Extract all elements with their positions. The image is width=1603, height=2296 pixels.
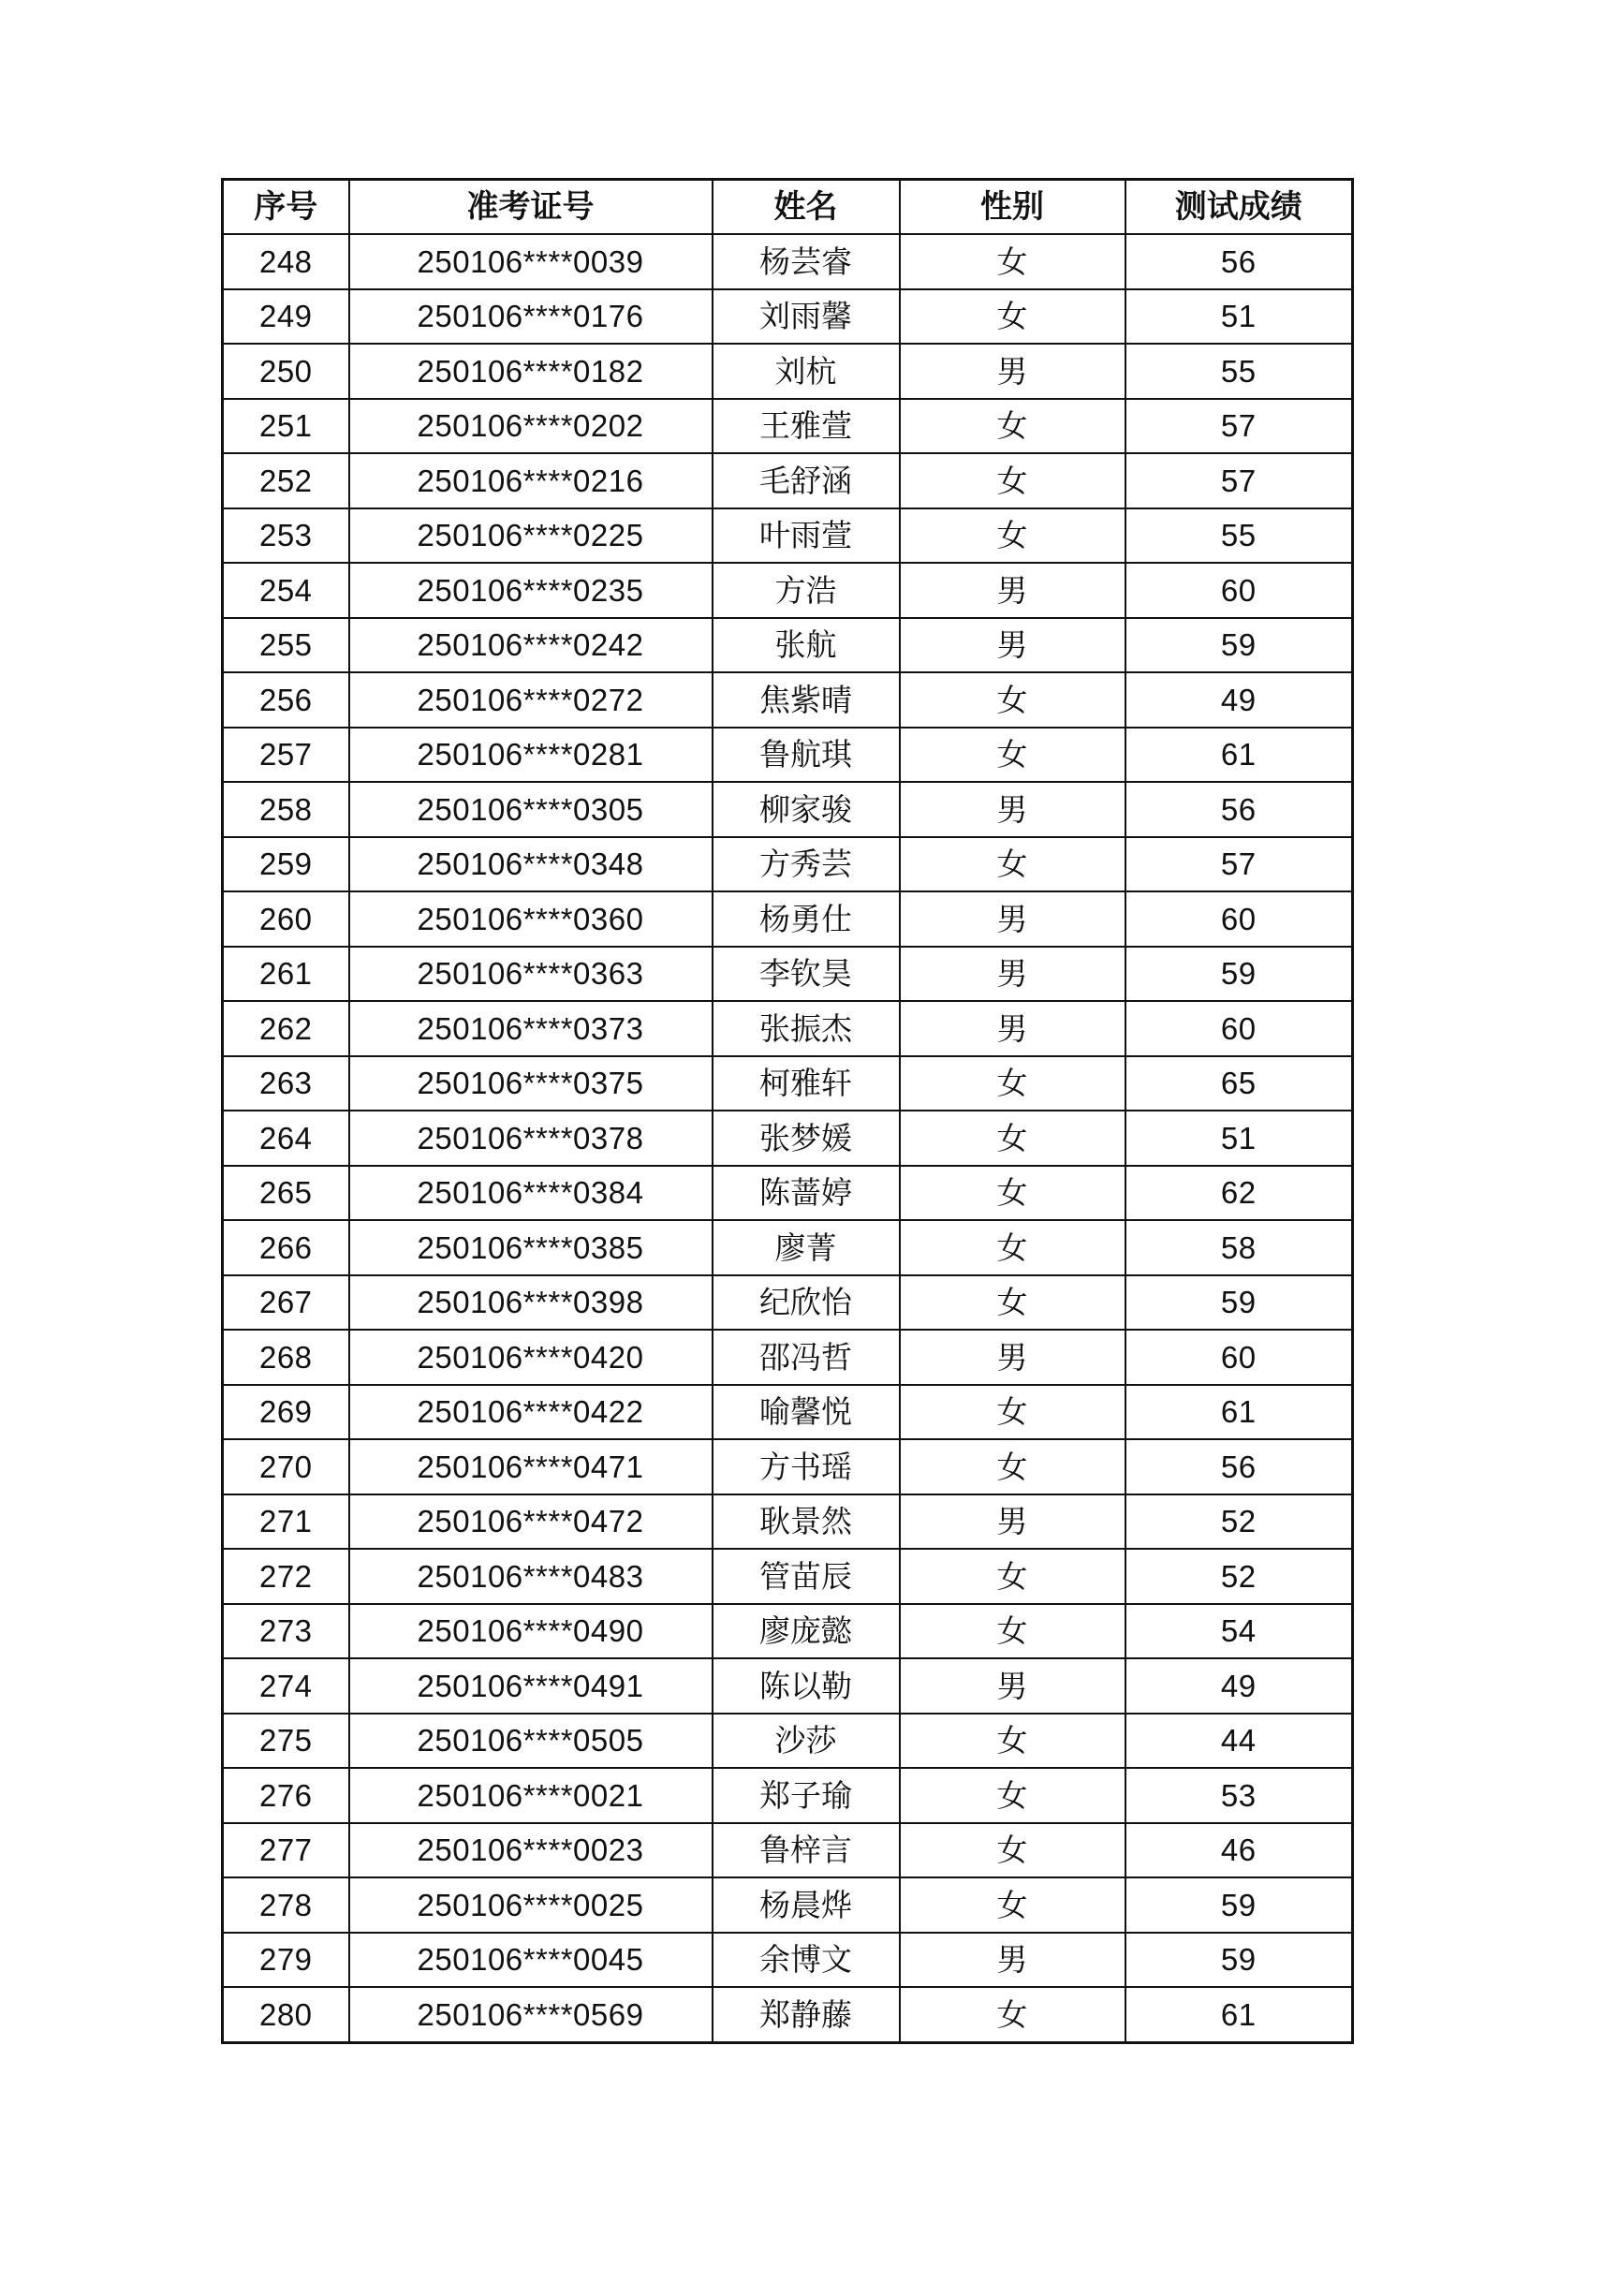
cell-exam-id: 250106****0384: [349, 1166, 713, 1221]
cell-gender: 女: [900, 399, 1125, 454]
cell-seq: 267: [223, 1275, 349, 1331]
cell-exam-id: 250106****0569: [349, 1987, 713, 2042]
cell-name: 管苗辰: [713, 1549, 900, 1604]
table-row: [223, 453, 1353, 508]
table-row: [223, 1987, 1353, 2042]
cell-gender: 女: [900, 1275, 1125, 1331]
cell-name: 叶雨萱: [713, 508, 900, 564]
cell-exam-id: 250106****0420: [349, 1330, 713, 1385]
cell-seq: 278: [223, 1877, 349, 1933]
cell-gender: 女: [900, 1714, 1125, 1769]
cell-exam-id: 250106****0375: [349, 1056, 713, 1111]
cell-name: 杨芸睿: [713, 234, 900, 289]
table-header: [223, 180, 1353, 235]
cell-seq: 248: [223, 234, 349, 289]
cell-gender: 女: [900, 837, 1125, 892]
table-row: [223, 234, 1353, 289]
cell-score: 54: [1125, 1604, 1353, 1659]
score-table: [221, 178, 1354, 2044]
cell-name: 方书瑶: [713, 1439, 900, 1494]
cell-score: 59: [1125, 947, 1353, 1002]
header-seq: 序号: [223, 180, 349, 235]
cell-seq: 260: [223, 891, 349, 947]
header-row: [223, 180, 1353, 235]
cell-score: 44: [1125, 1714, 1353, 1769]
cell-name: 余博文: [713, 1933, 900, 1988]
cell-exam-id: 250106****0491: [349, 1658, 713, 1714]
table-row: [223, 1768, 1353, 1823]
cell-seq: 252: [223, 453, 349, 508]
cell-gender: 男: [900, 891, 1125, 947]
table-row: [223, 1714, 1353, 1769]
cell-seq: 261: [223, 947, 349, 1002]
cell-name: 邵冯哲: [713, 1330, 900, 1385]
cell-gender: 男: [900, 1494, 1125, 1550]
cell-name: 方浩: [713, 563, 900, 618]
cell-exam-id: 250106****0373: [349, 1001, 713, 1056]
cell-gender: 女: [900, 1549, 1125, 1604]
cell-exam-id: 250106****0225: [349, 508, 713, 564]
header-gender: 性别: [900, 180, 1125, 235]
table-row: [223, 1220, 1353, 1275]
cell-gender: 女: [900, 1768, 1125, 1823]
cell-score: 55: [1125, 344, 1353, 399]
cell-score: 56: [1125, 234, 1353, 289]
cell-seq: 270: [223, 1439, 349, 1494]
cell-name: 张航: [713, 618, 900, 673]
cell-exam-id: 250106****0281: [349, 728, 713, 783]
cell-seq: 266: [223, 1220, 349, 1275]
cell-exam-id: 250106****0182: [349, 344, 713, 399]
table-row: [223, 1439, 1353, 1494]
cell-gender: 女: [900, 1877, 1125, 1933]
cell-score: 60: [1125, 1330, 1353, 1385]
cell-name: 郑静藤: [713, 1987, 900, 2042]
cell-name: 陈以勒: [713, 1658, 900, 1714]
cell-seq: 271: [223, 1494, 349, 1550]
cell-score: 59: [1125, 618, 1353, 673]
cell-name: 杨晨烨: [713, 1877, 900, 1933]
table-row: [223, 1494, 1353, 1550]
cell-name: 郑子瑜: [713, 1768, 900, 1823]
cell-seq: 269: [223, 1385, 349, 1440]
table-row: [223, 1549, 1353, 1604]
cell-name: 毛舒涵: [713, 453, 900, 508]
cell-gender: 女: [900, 1439, 1125, 1494]
cell-score: 58: [1125, 1220, 1353, 1275]
cell-exam-id: 250106****0242: [349, 618, 713, 673]
cell-score: 59: [1125, 1933, 1353, 1988]
cell-gender: 女: [900, 1823, 1125, 1878]
cell-gender: 女: [900, 1056, 1125, 1111]
cell-exam-id: 250106****0039: [349, 234, 713, 289]
cell-exam-id: 250106****0235: [349, 563, 713, 618]
cell-name: 鲁梓言: [713, 1823, 900, 1878]
cell-seq: 249: [223, 289, 349, 345]
cell-seq: 273: [223, 1604, 349, 1659]
cell-seq: 256: [223, 672, 349, 728]
cell-exam-id: 250106****0378: [349, 1111, 713, 1166]
cell-name: 张梦媛: [713, 1111, 900, 1166]
cell-score: 52: [1125, 1549, 1353, 1604]
table-row: [223, 1877, 1353, 1933]
cell-gender: 女: [900, 289, 1125, 345]
header-name: 姓名: [713, 180, 900, 235]
cell-seq: 272: [223, 1549, 349, 1604]
cell-exam-id: 250106****0021: [349, 1768, 713, 1823]
table-row: [223, 618, 1353, 673]
cell-gender: 女: [900, 1987, 1125, 2042]
table-body: [223, 234, 1353, 2042]
cell-exam-id: 250106****0505: [349, 1714, 713, 1769]
table-row: [223, 1275, 1353, 1331]
cell-gender: 男: [900, 947, 1125, 1002]
cell-seq: 264: [223, 1111, 349, 1166]
table-row: [223, 1933, 1353, 1988]
cell-seq: 250: [223, 344, 349, 399]
cell-seq: 276: [223, 1768, 349, 1823]
cell-score: 61: [1125, 1987, 1353, 2042]
table-row: [223, 1330, 1353, 1385]
cell-name: 沙莎: [713, 1714, 900, 1769]
cell-score: 60: [1125, 891, 1353, 947]
cell-seq: 251: [223, 399, 349, 454]
cell-name: 刘雨馨: [713, 289, 900, 345]
cell-exam-id: 250106****0305: [349, 782, 713, 837]
cell-exam-id: 250106****0272: [349, 672, 713, 728]
cell-name: 王雅萱: [713, 399, 900, 454]
cell-name: 张振杰: [713, 1001, 900, 1056]
cell-seq: 253: [223, 508, 349, 564]
cell-score: 59: [1125, 1275, 1353, 1331]
cell-exam-id: 250106****0471: [349, 1439, 713, 1494]
cell-seq: 265: [223, 1166, 349, 1221]
cell-gender: 女: [900, 1166, 1125, 1221]
cell-exam-id: 250106****0348: [349, 837, 713, 892]
cell-name: 喻馨悦: [713, 1385, 900, 1440]
cell-gender: 男: [900, 782, 1125, 837]
cell-gender: 女: [900, 1385, 1125, 1440]
cell-name: 方秀芸: [713, 837, 900, 892]
cell-seq: 255: [223, 618, 349, 673]
cell-score: 49: [1125, 1658, 1353, 1714]
cell-score: 56: [1125, 1439, 1353, 1494]
cell-seq: 262: [223, 1001, 349, 1056]
cell-exam-id: 250106****0176: [349, 289, 713, 345]
cell-score: 61: [1125, 1385, 1353, 1440]
cell-exam-id: 250106****0025: [349, 1877, 713, 1933]
table-row: [223, 1658, 1353, 1714]
cell-seq: 280: [223, 1987, 349, 2042]
table-row: [223, 782, 1353, 837]
cell-score: 62: [1125, 1166, 1353, 1221]
cell-score: 60: [1125, 563, 1353, 618]
cell-name: 柯雅轩: [713, 1056, 900, 1111]
cell-score: 57: [1125, 399, 1353, 454]
cell-gender: 女: [900, 1604, 1125, 1659]
cell-score: 52: [1125, 1494, 1353, 1550]
cell-exam-id: 250106****0385: [349, 1220, 713, 1275]
table-row: [223, 1111, 1353, 1166]
cell-name: 廖菁: [713, 1220, 900, 1275]
cell-exam-id: 250106****0023: [349, 1823, 713, 1878]
cell-name: 柳家骏: [713, 782, 900, 837]
cell-name: 杨勇仕: [713, 891, 900, 947]
header-score: 测试成绩: [1125, 180, 1353, 235]
cell-score: 60: [1125, 1001, 1353, 1056]
table-row: [223, 399, 1353, 454]
cell-exam-id: 250106****0490: [349, 1604, 713, 1659]
cell-gender: 男: [900, 563, 1125, 618]
cell-seq: 268: [223, 1330, 349, 1385]
table-row: [223, 837, 1353, 892]
cell-seq: 258: [223, 782, 349, 837]
cell-name: 廖庞懿: [713, 1604, 900, 1659]
cell-exam-id: 250106****0216: [349, 453, 713, 508]
cell-score: 57: [1125, 837, 1353, 892]
cell-seq: 254: [223, 563, 349, 618]
cell-gender: 女: [900, 728, 1125, 783]
cell-seq: 277: [223, 1823, 349, 1878]
table-row: [223, 563, 1353, 618]
cell-gender: 男: [900, 1933, 1125, 1988]
cell-score: 51: [1125, 1111, 1353, 1166]
cell-seq: 275: [223, 1714, 349, 1769]
cell-exam-id: 250106****0483: [349, 1549, 713, 1604]
cell-exam-id: 250106****0398: [349, 1275, 713, 1331]
cell-name: 鲁航琪: [713, 728, 900, 783]
cell-name: 刘杭: [713, 344, 900, 399]
table-row: [223, 289, 1353, 345]
header-exam-id: 准考证号: [349, 180, 713, 235]
table-row: [223, 344, 1353, 399]
cell-exam-id: 250106****0045: [349, 1933, 713, 1988]
cell-seq: 279: [223, 1933, 349, 1988]
table-row: [223, 728, 1353, 783]
cell-score: 56: [1125, 782, 1353, 837]
cell-name: 陈蔷婷: [713, 1166, 900, 1221]
cell-score: 51: [1125, 289, 1353, 345]
table-row: [223, 1823, 1353, 1878]
table-row: [223, 947, 1353, 1002]
cell-seq: 259: [223, 837, 349, 892]
cell-name: 焦紫晴: [713, 672, 900, 728]
cell-score: 55: [1125, 508, 1353, 564]
cell-gender: 女: [900, 1111, 1125, 1166]
cell-exam-id: 250106****0360: [349, 891, 713, 947]
cell-gender: 女: [900, 1220, 1125, 1275]
cell-gender: 男: [900, 1001, 1125, 1056]
table-row: [223, 1604, 1353, 1659]
cell-score: 65: [1125, 1056, 1353, 1111]
cell-score: 59: [1125, 1877, 1353, 1933]
cell-exam-id: 250106****0422: [349, 1385, 713, 1440]
table-row: [223, 508, 1353, 564]
cell-seq: 274: [223, 1658, 349, 1714]
cell-exam-id: 250106****0202: [349, 399, 713, 454]
table-row: [223, 1001, 1353, 1056]
cell-gender: 女: [900, 672, 1125, 728]
cell-seq: 263: [223, 1056, 349, 1111]
table-row: [223, 1385, 1353, 1440]
cell-name: 李钦昊: [713, 947, 900, 1002]
cell-score: 57: [1125, 453, 1353, 508]
cell-exam-id: 250106****0472: [349, 1494, 713, 1550]
cell-score: 49: [1125, 672, 1353, 728]
cell-score: 61: [1125, 728, 1353, 783]
cell-gender: 男: [900, 618, 1125, 673]
table-row: [223, 1166, 1353, 1221]
cell-gender: 男: [900, 1658, 1125, 1714]
cell-gender: 女: [900, 453, 1125, 508]
cell-gender: 男: [900, 1330, 1125, 1385]
cell-gender: 男: [900, 344, 1125, 399]
cell-score: 46: [1125, 1823, 1353, 1878]
cell-exam-id: 250106****0363: [349, 947, 713, 1002]
cell-name: 纪欣怡: [713, 1275, 900, 1331]
cell-name: 耿景然: [713, 1494, 900, 1550]
table-row: [223, 1056, 1353, 1111]
cell-score: 53: [1125, 1768, 1353, 1823]
table-row: [223, 672, 1353, 728]
cell-gender: 女: [900, 234, 1125, 289]
cell-seq: 257: [223, 728, 349, 783]
table-row: [223, 891, 1353, 947]
cell-gender: 女: [900, 508, 1125, 564]
